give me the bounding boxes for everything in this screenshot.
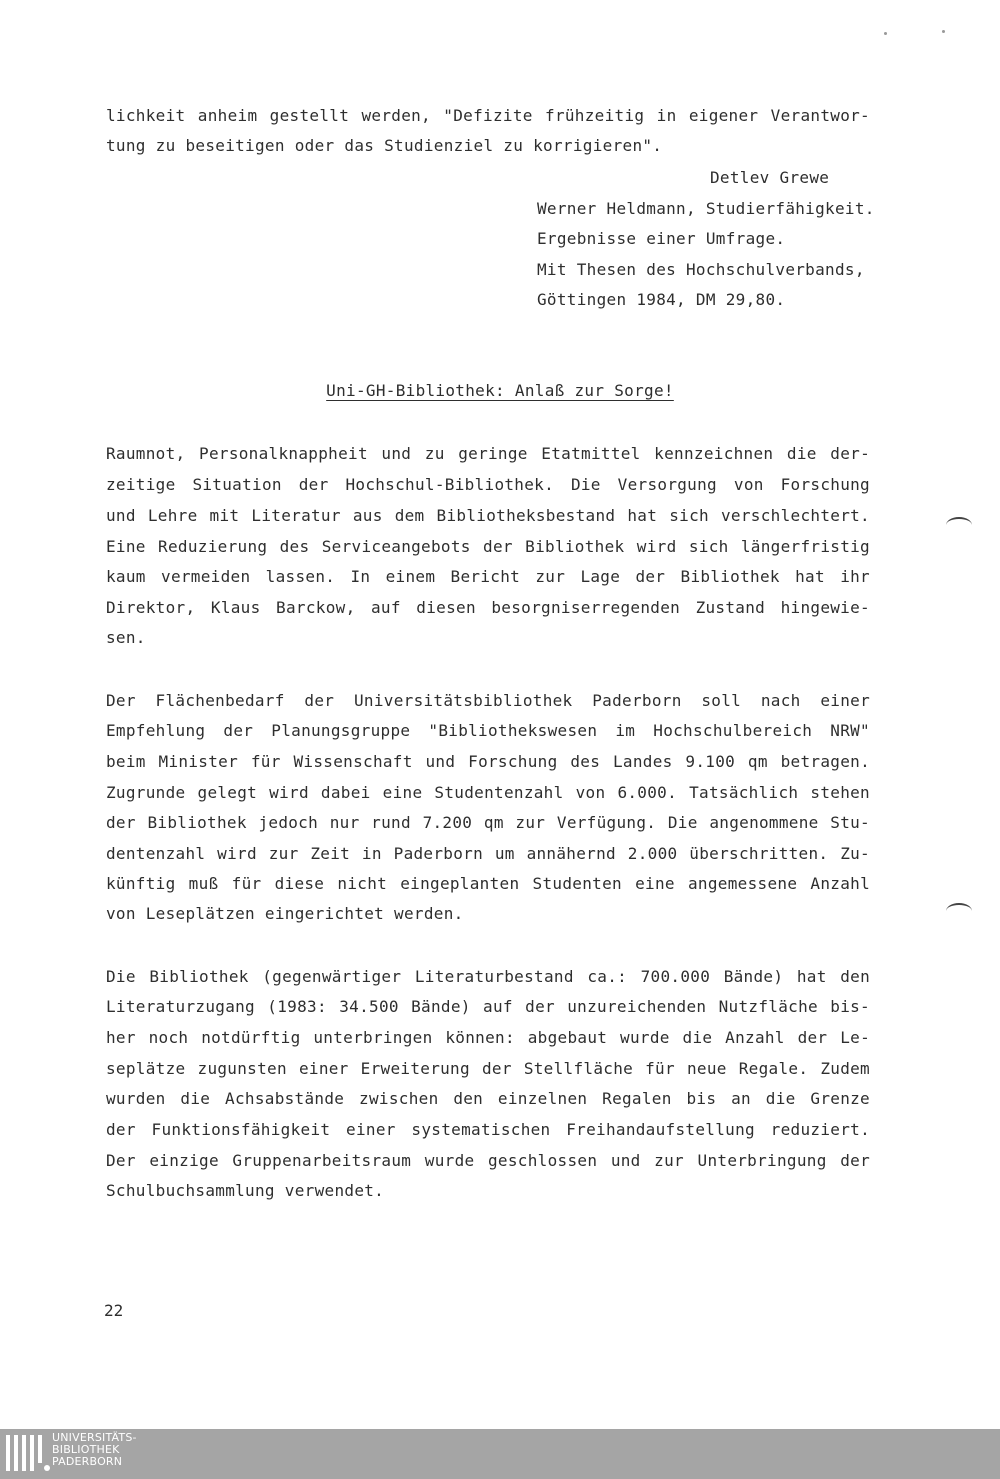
paragraph-line: Der einzige Gruppenarbeitsraum wurde geschlossen und zur Unterbringung der <box>106 1151 870 1170</box>
paragraph-line: Direktor, Klaus Barckow, auf diesen besorgniserregenden Zustand hingewie- <box>106 598 870 617</box>
intro-line: tung zu beseitigen oder das Studienziel zu korrigieren". <box>106 136 663 155</box>
paragraph-line: dentenzahl wird zur Zeit in Paderborn um annähernd 2.000 überschritten. Zu- <box>106 844 870 863</box>
binding-mark <box>946 903 972 919</box>
reference-line: Mit Thesen des Hochschulverbands, <box>537 260 865 279</box>
paragraph-line: zeitige Situation der Hochschul-Bibliothek. Die Versorgung von Forschung <box>106 475 870 494</box>
paragraph-line: Zugrunde gelegt wird dabei eine Studentenzahl von 6.000. Tatsächlich stehen <box>106 783 870 802</box>
paragraph-line: Eine Reduzierung des Serviceangebots der Bibliothek wird sich längerfristig <box>106 537 870 556</box>
library-logo-bars <box>6 1435 50 1471</box>
paragraph-line: künftig muß für diese nicht eingeplanten Studenten eine angemessene Anzahl <box>106 874 870 893</box>
paragraph-line: der Funktionsfähigkeit einer systematischen Freihandaufstellung reduziert. <box>106 1120 870 1139</box>
paragraph-line: sen. <box>106 628 146 647</box>
section-heading <box>0 376 1000 406</box>
scan-speck <box>884 32 887 35</box>
paragraph-line: und Lehre mit Literatur aus dem Bibliotheksbestand hat sich verschlechtert. <box>106 506 870 525</box>
logo-line: UNIVERSITÄTS- <box>52 1431 137 1444</box>
paragraph-line: kaum vermeiden lassen. In einem Bericht zur Lage der Bibliothek hat ihr <box>106 567 870 586</box>
binding-mark <box>946 517 972 533</box>
paragraph-line: seplätze zugunsten einer Erweiterung der Stellfläche für neue Regale. Zudem <box>106 1059 870 1078</box>
intro-line: lichkeit anheim gestellt werden, "Defizite frühzeitig in eigener Verantwor- <box>106 106 870 125</box>
scan-speck <box>942 30 945 33</box>
paragraph-line: wurden die Achsabstände zwischen den einzelnen Regalen bis an die Grenze <box>106 1089 870 1108</box>
reference-line: Ergebnisse einer Umfrage. <box>537 229 786 248</box>
reference-line: Göttingen 1984, DM 29,80. <box>537 290 786 309</box>
paragraph-line: der Bibliothek jedoch nur rund 7.200 qm zur Verfügung. Die angenommene Stu- <box>106 813 870 832</box>
logo-line: PADERBORN <box>52 1455 123 1468</box>
paragraph-line: Der Flächenbedarf der Universitätsbibliothek Paderborn soll nach einer <box>106 691 870 710</box>
author-signature: Detlev Grewe <box>710 168 830 187</box>
paragraph-line: Die Bibliothek (gegenwärtiger Literaturbestand ca.: 700.000 Bände) hat den <box>106 967 870 986</box>
paragraph-line: Schulbuchsammlung verwendet. <box>106 1181 385 1200</box>
paragraph-line: von Leseplätzen eingerichtet werden. <box>106 904 464 923</box>
logo-line: BIBLIOTHEK <box>52 1443 120 1456</box>
paragraph-line: beim Minister für Wissenschaft und Forschung des Landes 9.100 qm betragen. <box>106 752 870 771</box>
library-logo-text <box>52 1432 137 1468</box>
paragraph-line: her noch notdürftig unterbringen können: abgebaut wurde die Anzahl der Le- <box>106 1028 870 1047</box>
section-heading-text: Uni-GH-Bibliothek: Anlaß zur Sorge! <box>326 381 674 400</box>
page-number: 22 <box>104 1301 124 1320</box>
paragraph-line: Literaturzugang (1983: 34.500 Bände) auf der unzureichenden Nutzfläche bis- <box>106 997 870 1016</box>
paragraph-line: Empfehlung der Planungsgruppe "Bibliothekswesen im Hochschulbereich NRW" <box>106 721 870 740</box>
library-footer <box>0 1429 1000 1479</box>
reference-line: Werner Heldmann, Studierfähigkeit. <box>537 199 875 218</box>
paragraph-line: Raumnot, Personalknappheit und zu geringe Etatmittel kennzeichnen die der- <box>106 444 870 463</box>
